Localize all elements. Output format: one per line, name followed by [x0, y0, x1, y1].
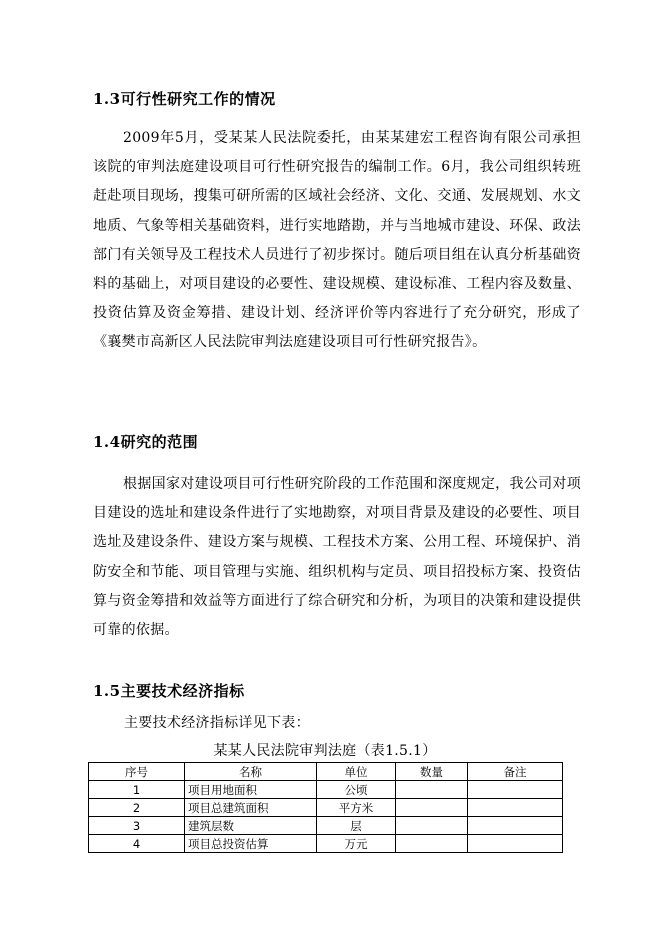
- cell-remarks: [468, 835, 563, 853]
- cell-name: 项目用地面积: [185, 781, 317, 799]
- cell-quantity: [396, 799, 468, 817]
- cell-index: 1: [89, 781, 185, 799]
- cell-quantity: [396, 835, 468, 853]
- section-heading-1-3: 1.3可行性研究工作的情况: [93, 90, 276, 108]
- header-name: 名称: [185, 763, 317, 781]
- technical-economic-indicators-table: [88, 762, 563, 853]
- cell-name: 项目总投资估算: [185, 835, 317, 853]
- cell-name: 建筑层数: [185, 817, 317, 835]
- cell-index: 4: [89, 835, 185, 853]
- cell-remarks: [468, 799, 563, 817]
- table-row: [89, 817, 563, 835]
- cell-unit: 万元: [317, 835, 396, 853]
- table-caption: 某某人民法院审判法庭（表1.5.1）: [213, 743, 437, 759]
- cell-unit: 公顷: [317, 781, 396, 799]
- section-1-4-paragraph: 根据国家对建设项目可行性研究阶段的工作范围和深度规定，我公司对项目建设的选址和建设条件进行了实地勘察，对项目背景及建设的必要性、项目选址及建设条件、建设方案与规模、工程技术方案、公用工程、环境保护、消防安全和节能、项目管理与实施、组织机构与定员、项目招投标方案、投资估算与资金筹措和效益等方面进行了综合研究和分析，为项目的决策和建设提供可靠的依据。: [93, 476, 581, 639]
- table-intro-text: 主要技术经济指标详见下表：: [124, 715, 310, 731]
- cell-name: 项目总建筑面积: [185, 799, 317, 817]
- cell-unit: 平方米: [317, 799, 396, 817]
- section-heading-1-5: 1.5主要技术经济指标: [93, 682, 245, 700]
- cell-quantity: [396, 817, 468, 835]
- header-unit: 单位: [317, 763, 396, 781]
- cell-unit: 层: [317, 817, 396, 835]
- header-index: 序号: [89, 763, 185, 781]
- table-row: [89, 781, 563, 799]
- section-1-3-paragraph: 2009年5月，受某某人民法院委托，由某某建宏工程咨询有限公司承担该院的审判法庭建设项目可行性研究报告的编制工作。6月，我公司组织转班赶赴项目现场，搜集可研所需的区域社会经济、文化、交通、发展规划、水文地质、气象等相关基础资料，进行实地踏勘，并与当地城市建设、环保、政法部门有关领导及工程技术人员进行了初步探讨。随后项目组在认真分析基础资料的基础上，对项目建设的必要性、建设规模、建设标准、工程内容及数量、投资估算及资金筹措、建设计划、经济评价等内容进行了充分研究，形成了《襄樊市高新区人民法院审判法庭建设项目可行性研究报告》。: [93, 130, 581, 351]
- cell-remarks: [468, 817, 563, 835]
- header-quantity: 数量: [396, 763, 468, 781]
- table-row: [89, 799, 563, 817]
- table-row: [89, 835, 563, 853]
- header-remarks: 备注: [468, 763, 563, 781]
- cell-index: 3: [89, 817, 185, 835]
- cell-remarks: [468, 781, 563, 799]
- table-header-row: [89, 763, 563, 781]
- cell-quantity: [396, 781, 468, 799]
- cell-index: 2: [89, 799, 185, 817]
- section-heading-1-4: 1.4研究的范围: [93, 433, 199, 451]
